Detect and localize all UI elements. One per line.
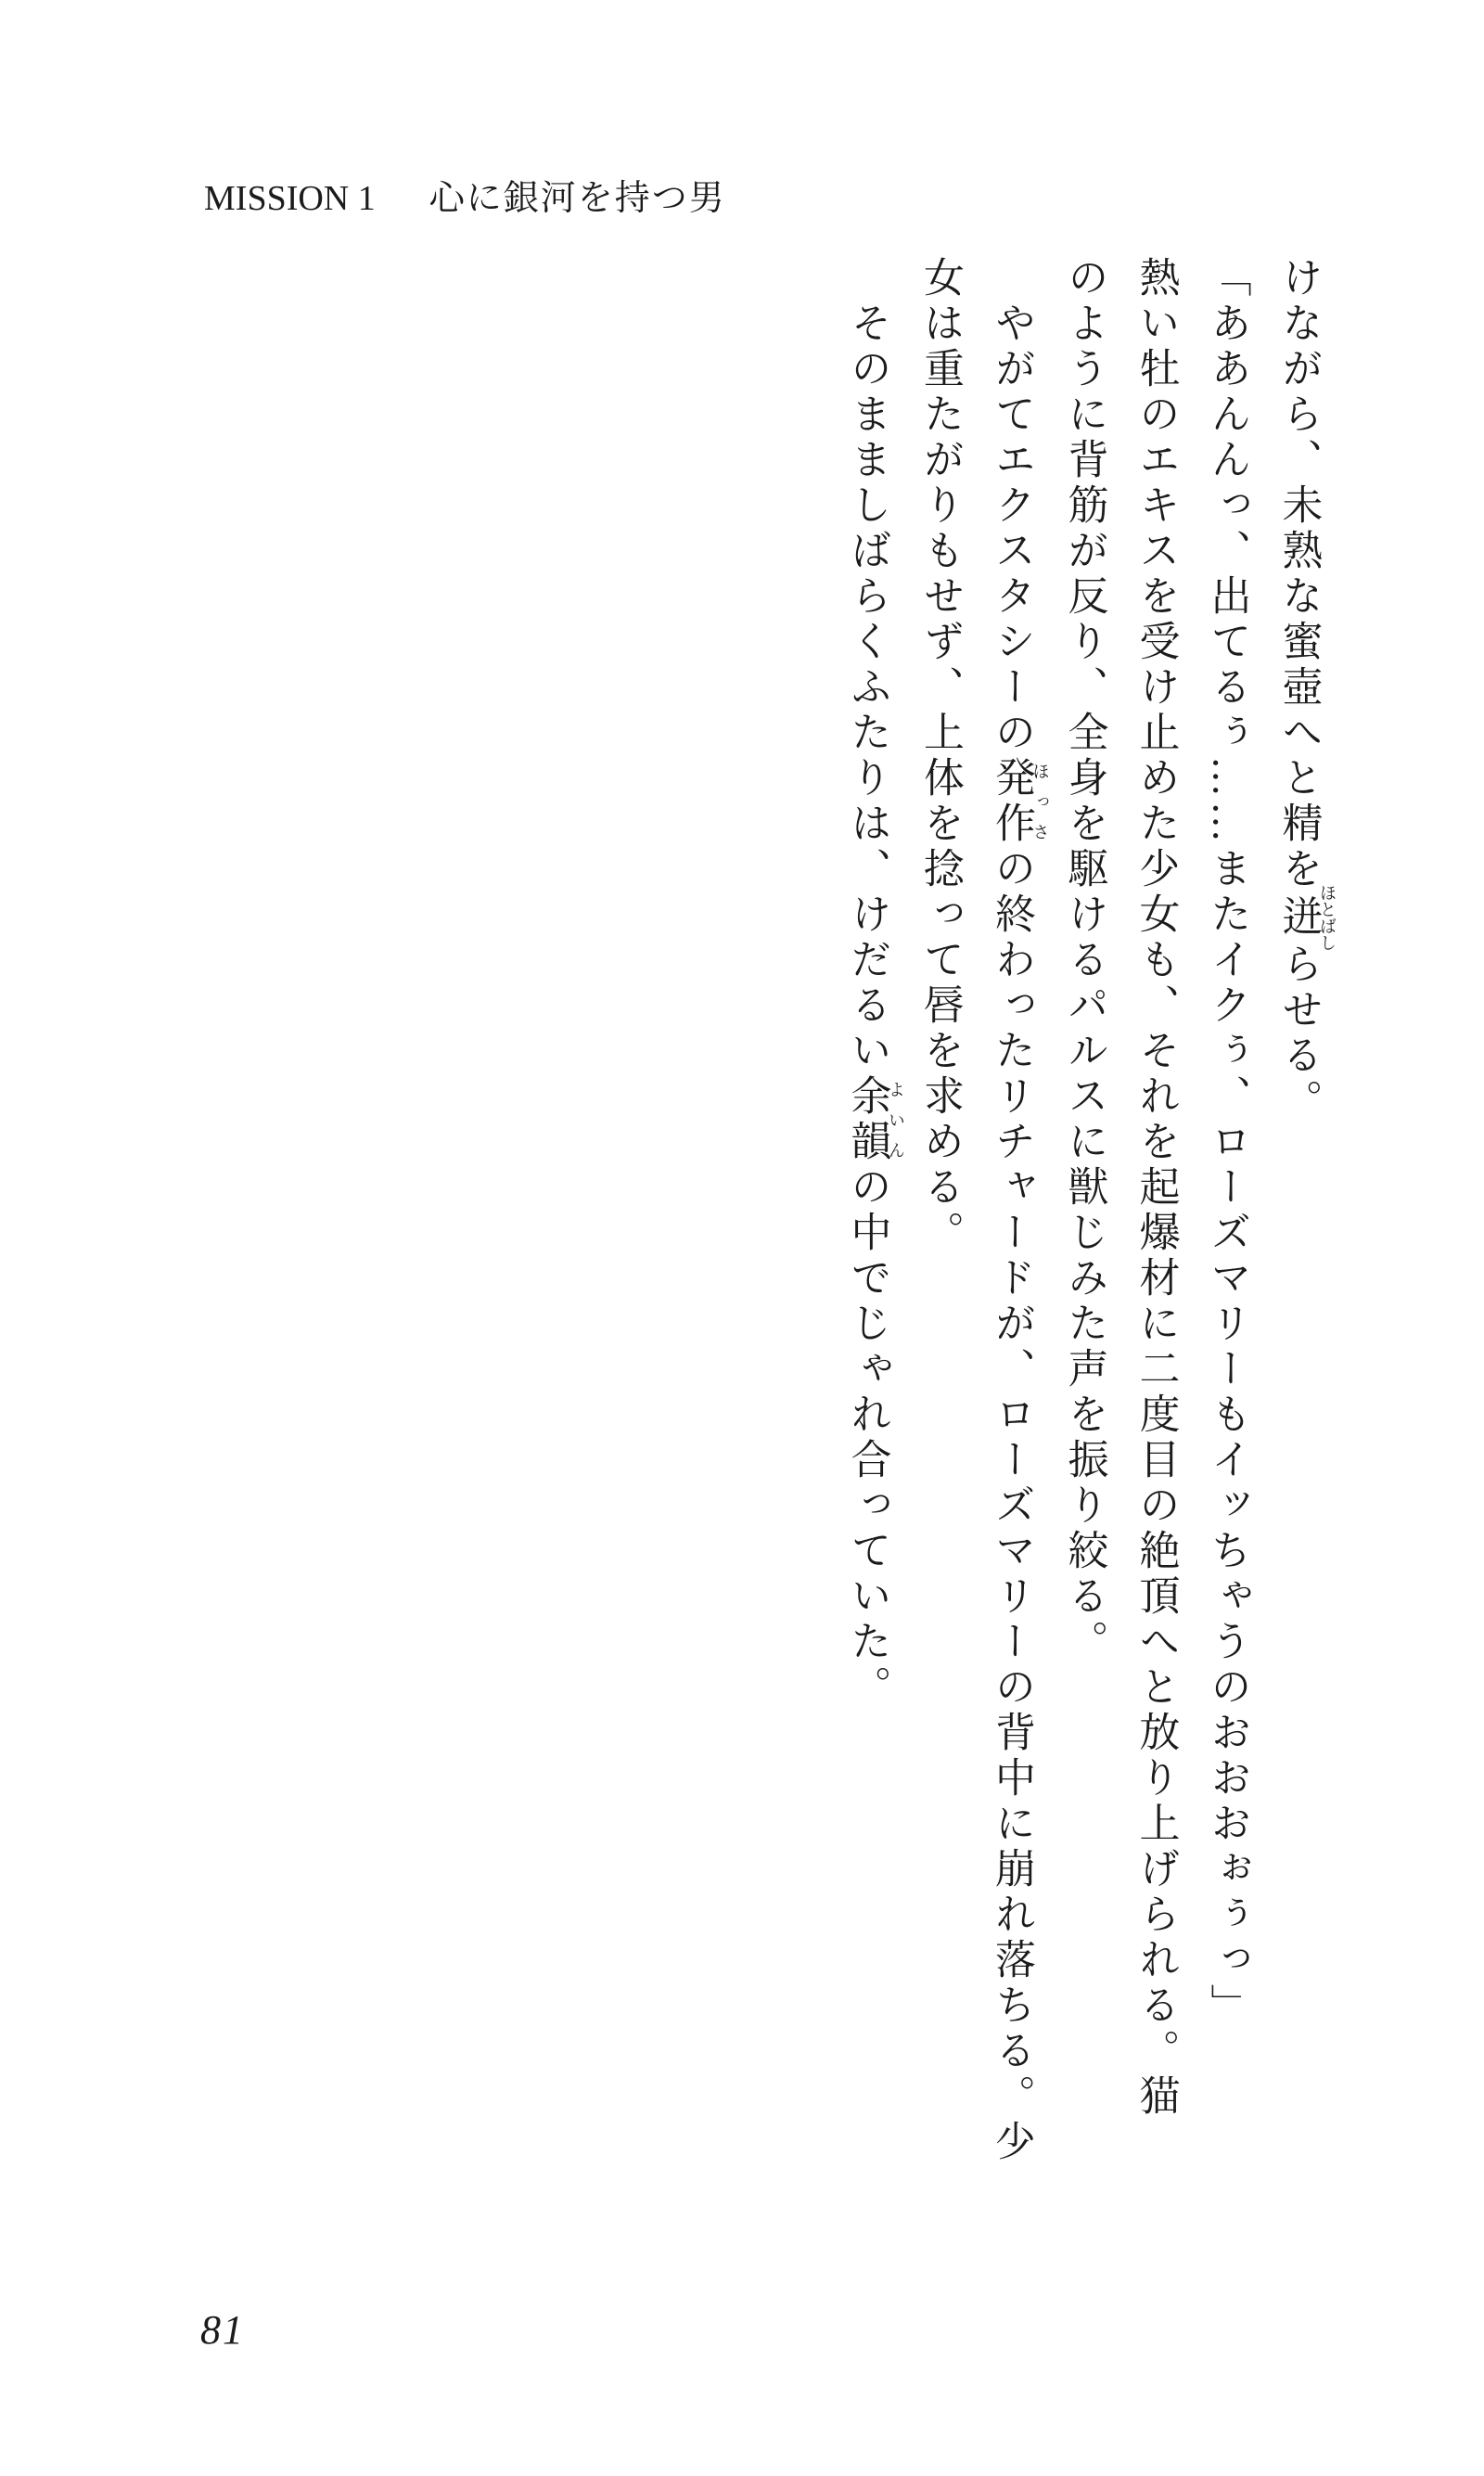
chapter-title: 心に銀河を持つ男 [429,179,726,218]
ruby-annotated-word: 余韻よいん [844,1074,905,1165]
furigana: よいん [887,1074,905,1165]
text-column: 女は重たがりもせず、上体を捻って唇を求める。 [917,256,963,1256]
text-column: けながら、未熟な蜜壺へと精を迸ほとばしらせる。 [1275,256,1337,1124]
ruby-annotated-word: 迸ほとばし [1275,884,1337,951]
text-column: 熱い牡のエキスを受け止めた少女も、それを起爆材に二度目の絶頂へと放り上げられる。猫 [1132,256,1179,2120]
ruby-annotated-word: 発作ほっさ [989,756,1050,847]
page-number: 81 [200,2307,245,2353]
text-column: 「ああんんっ、出てるぅ……またイクぅ、ローズマリーもイッちゃうのおおおぉぅっ」 [1204,256,1250,2029]
text-column: そのまましばらくふたりは、けだるい余韻よいんの中でじゃれ合っていた。 [844,256,905,1711]
furigana: ほとばし [1318,884,1337,951]
text-column: やがてエクスタシーの発作ほっさの終わったリチャードが、ローズマリーの背中に崩れ落ちる。少 [989,256,1050,2165]
text-column: のように背筋が反り、全身を駆けるパルスに獣じみた声を振り絞る。 [1061,256,1107,1665]
running-header [204,169,726,220]
body-text [832,256,1337,2260]
mission-label: MISSION 1 [204,179,376,218]
furigana: ほっさ [1030,756,1050,847]
